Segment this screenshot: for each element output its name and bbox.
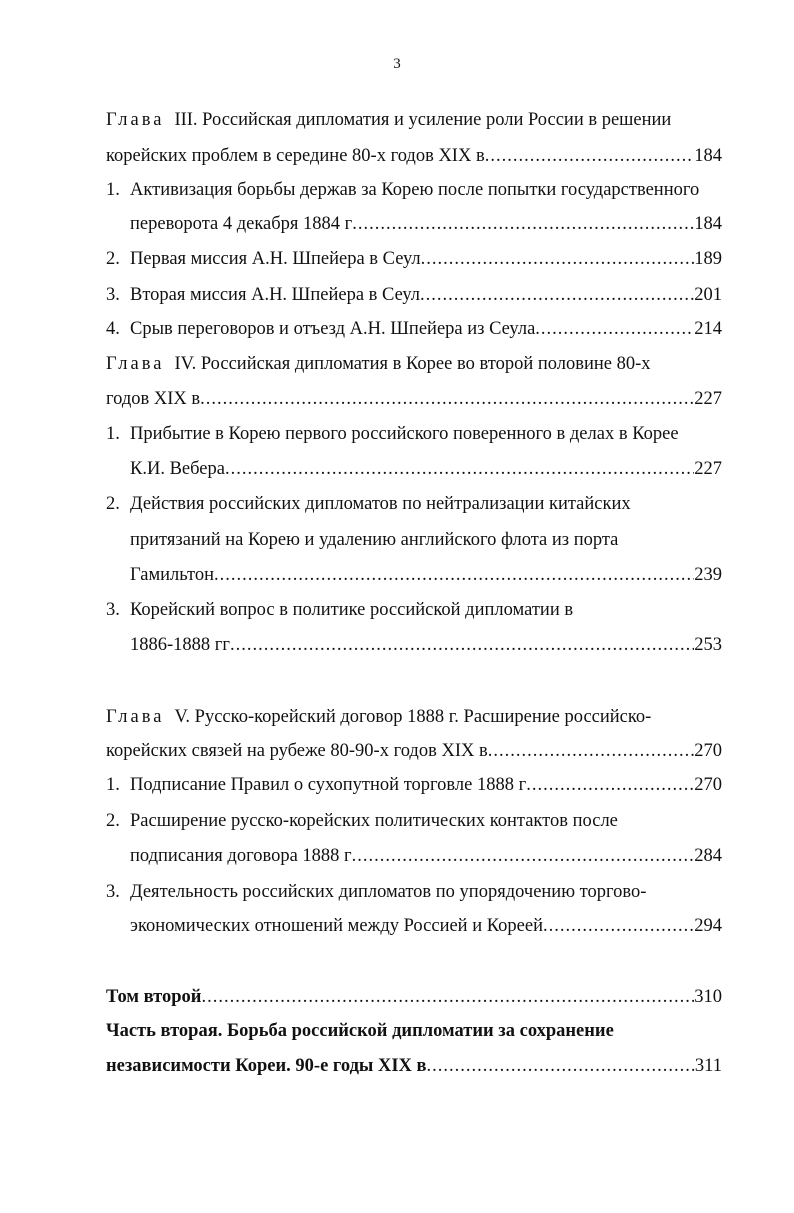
chapter-3-item-3 <box>106 283 722 307</box>
chapter-3-heading-cont <box>106 144 722 168</box>
chapter-4-item-1-cont <box>130 457 722 481</box>
chapter-4-title-line2: годов XIX в <box>106 389 201 409</box>
item-number: 3. <box>106 600 120 620</box>
chapter-5-title-line2: корейских связей на рубеже 80-90-х годов XIX в <box>106 741 488 761</box>
leader-dots <box>352 844 695 868</box>
part-2-title-line2: независимости Кореи. 90-е годы XIX в <box>106 1056 427 1076</box>
leader-dots <box>420 283 694 307</box>
chapter-4-page: 227 <box>694 389 722 409</box>
chapter-4-item-2-cont <box>130 528 722 552</box>
leader-dots <box>214 563 694 587</box>
chapter-4-title-line1: IV. Российская дипломатия в Корее во второй половине 80-х <box>174 354 651 374</box>
leader-dots <box>352 212 694 236</box>
item-page: 201 <box>694 285 722 305</box>
item-number: 4. <box>106 319 120 339</box>
chapter-5-item-1 <box>106 773 722 797</box>
chapter-3-item-1-cont <box>130 212 722 236</box>
item-title-line1: Расширение русско-корейских политических контактов после <box>130 811 618 831</box>
chapter-4-heading <box>106 352 722 376</box>
item-number: 1. <box>106 775 120 795</box>
leader-dots <box>201 985 694 1009</box>
item-title-line1: Вторая миссия А.Н. Шпейера в Сеул <box>130 285 421 305</box>
item-page: 239 <box>694 565 722 585</box>
part-2-heading-cont <box>106 1054 722 1078</box>
part-2-title-line1: Часть вторая. Борьба российской дипломатии за сохранение <box>106 1021 614 1041</box>
chapter-4-item-3-cont <box>130 633 722 657</box>
item-page: 253 <box>694 635 722 655</box>
chapter-5-heading <box>106 705 722 729</box>
item-title-line2: К.И. Вебера <box>130 459 225 479</box>
part-2-heading <box>106 1019 722 1043</box>
chapter-4-item-2 <box>106 492 722 516</box>
chapter-5-label: Глава <box>106 707 165 727</box>
item-page: 294 <box>694 916 722 936</box>
volume-2-page: 310 <box>694 987 722 1007</box>
chapter-5-item-3 <box>106 880 722 904</box>
item-number: 2. <box>106 249 120 269</box>
page-number: 3 <box>393 56 401 72</box>
leader-dots <box>526 773 694 797</box>
item-title-line2: 1886-1888 гг <box>130 635 230 655</box>
chapter-4-item-2-cont2 <box>130 563 722 587</box>
volume-2-heading <box>106 985 722 1009</box>
leader-dots <box>488 739 695 763</box>
item-page: 184 <box>694 214 722 234</box>
item-number: 2. <box>106 494 120 514</box>
item-page: 270 <box>694 775 722 795</box>
item-title-line1: Корейский вопрос в политике российской дипломатии в <box>130 600 574 620</box>
item-title-line1: Деятельность российских дипломатов по упорядочению торгово- <box>130 882 647 902</box>
item-page: 189 <box>694 249 722 269</box>
chapter-5-item-3-cont <box>130 914 722 938</box>
chapter-4-item-1 <box>106 422 722 446</box>
chapter-5-heading-cont <box>106 739 722 763</box>
chapter-5-item-2 <box>106 809 722 833</box>
item-page: 227 <box>694 459 722 479</box>
item-number: 2. <box>106 811 120 831</box>
leader-dots <box>225 457 694 481</box>
item-number: 3. <box>106 882 120 902</box>
leader-dots <box>535 317 694 341</box>
item-number: 1. <box>106 424 120 444</box>
chapter-5-page: 270 <box>694 741 722 761</box>
item-title-line2: переворота 4 декабря 1884 г <box>130 214 353 234</box>
item-title-line1: Первая миссия А.Н. Шпейера в Сеул <box>130 249 421 269</box>
item-title-line1: Прибытие в Корею первого российского поверенного в делах в Корее <box>130 424 679 444</box>
chapter-3-item-4 <box>106 317 722 341</box>
volume-2-title: Том второй <box>106 987 202 1007</box>
chapter-4-item-3 <box>106 598 722 622</box>
chapter-3-title-line2: корейских проблем в середине 80-х годов XIX в <box>106 146 485 166</box>
item-number: 3. <box>106 285 120 305</box>
item-title-line2: подписания договора 1888 г <box>130 846 352 866</box>
item-number: 1. <box>106 180 120 200</box>
chapter-3-item-1 <box>106 178 722 202</box>
leader-dots <box>421 247 695 271</box>
leader-dots <box>485 144 695 168</box>
leader-dots <box>543 914 694 938</box>
item-title-line1: Активизация борьбы держав за Корею после попытки государственного <box>130 180 700 200</box>
item-title-line1: Действия российских дипломатов по нейтрализации китайских <box>130 494 631 514</box>
item-title-line3: Гамильтон <box>130 565 215 585</box>
chapter-5-item-2-cont <box>130 844 722 868</box>
chapter-4-label: Глава <box>106 354 165 374</box>
part-2-page: 311 <box>694 1056 722 1076</box>
item-title-line1: Срыв переговоров и отъезд А.Н. Шпейера из Сеула <box>130 319 536 339</box>
item-page: 284 <box>694 846 722 866</box>
chapter-3-label: Глава <box>106 110 165 130</box>
item-title-line2: экономических отношений между Россией и Кореей <box>130 916 543 936</box>
chapter-3-title-line1: III. Российская дипломатия и усиление роли России в решении <box>174 110 672 130</box>
chapter-4-heading-cont <box>106 387 722 411</box>
chapter-3-heading <box>106 108 722 132</box>
leader-dots <box>230 633 694 657</box>
chapter-3-page: 184 <box>694 146 722 166</box>
item-page: 214 <box>694 319 722 339</box>
item-title-line2: притязаний на Корею и удалению английского флота из порта <box>130 530 619 550</box>
leader-dots <box>200 387 694 411</box>
chapter-3-item-2 <box>106 247 722 271</box>
leader-dots <box>427 1054 695 1078</box>
chapter-5-title-line1: V. Русско-корейский договор 1888 г. Расширение российско- <box>174 707 652 727</box>
item-title-line1: Подписание Правил о сухопутной торговле 1888 г <box>130 775 527 795</box>
